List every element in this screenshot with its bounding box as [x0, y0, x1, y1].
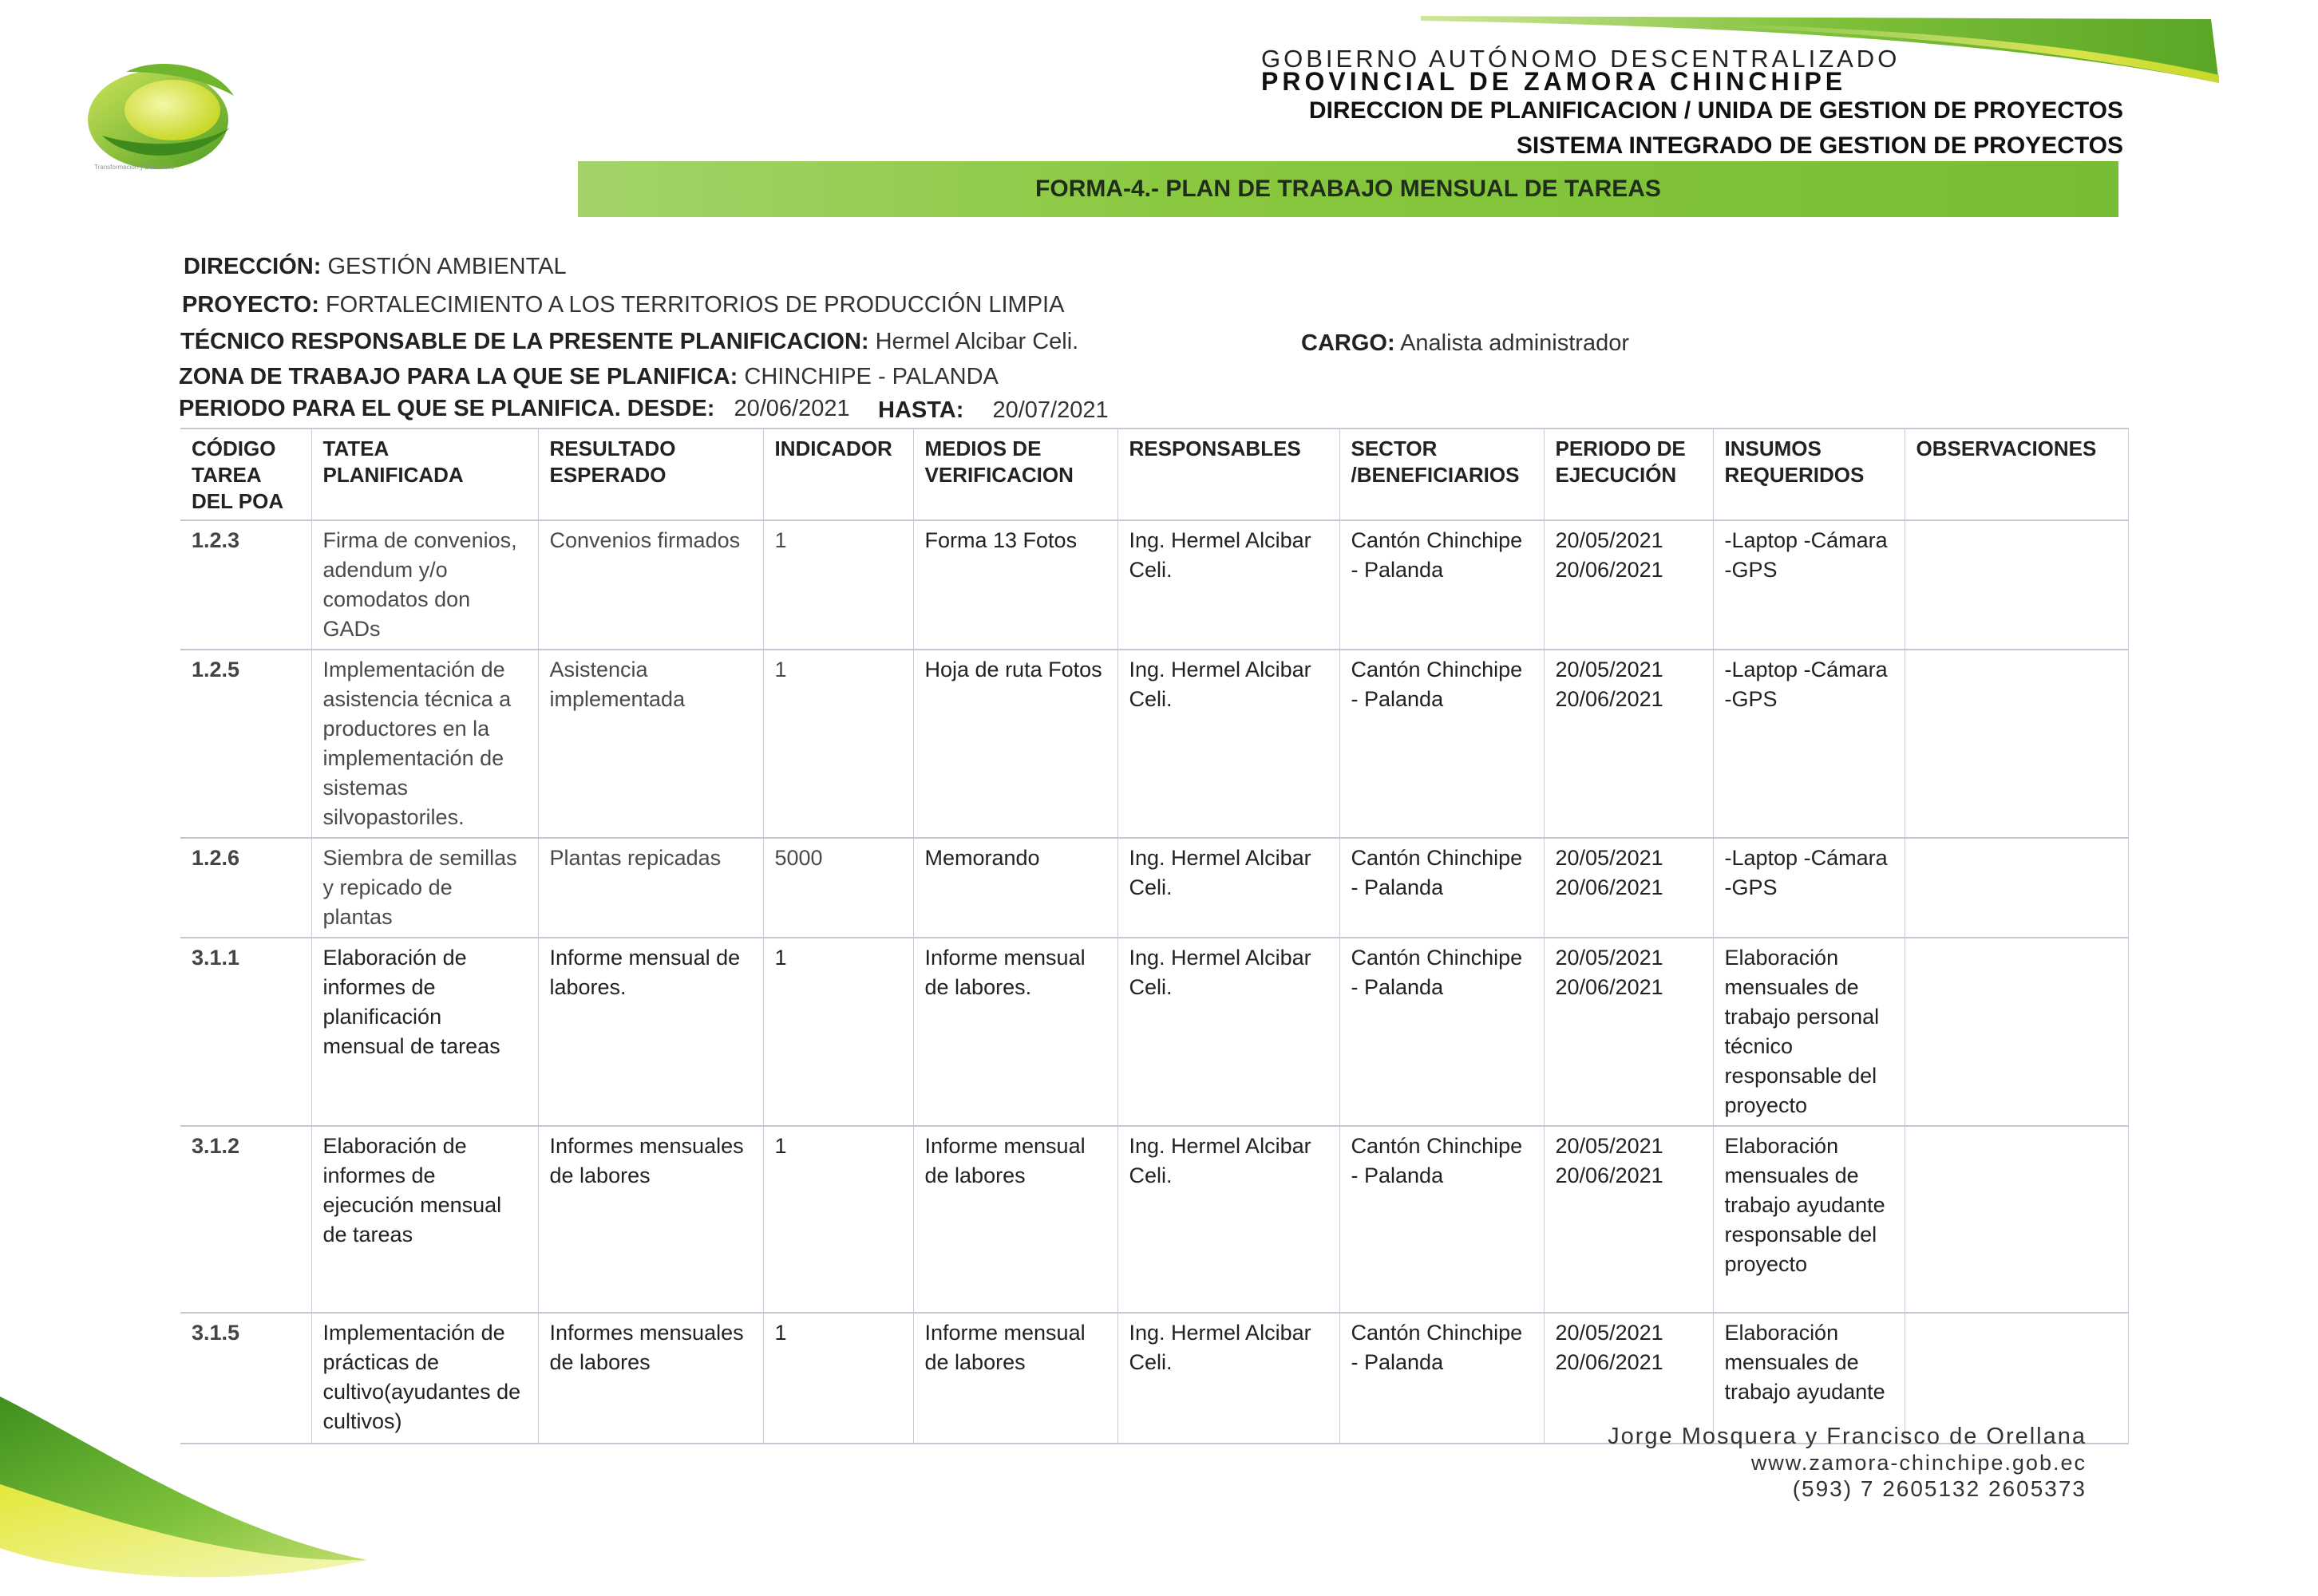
col-header-periodo: PERIODO DE EJECUCIÓN [1544, 429, 1713, 520]
bottom-green-swoosh [0, 1389, 367, 1596]
cargo-label: CARGO: [1301, 330, 1395, 356]
cell-sector: Cantón Chinchipe - Palanda [1339, 650, 1544, 838]
cell-codigo: 1.2.3 [180, 520, 311, 650]
table-row [180, 938, 2128, 1126]
direccion-label: DIRECCIÓN: [184, 254, 322, 279]
cell-responsables: Ing. Hermel Alcibar Celi. [1117, 650, 1339, 838]
cell-tarea: Elaboración de informes de planificación mensual de tareas [311, 938, 538, 1126]
department-line: DIRECCION DE PLANIFICACION / UNIDA DE GESTION DE PROYECTOS [1308, 97, 2123, 124]
cell-indicador: 1 [763, 650, 913, 838]
cell-resultado: Asistencia implementada [538, 650, 763, 838]
cell-medios: Informe mensual de labores [913, 1126, 1117, 1313]
cell-observaciones [1905, 938, 2128, 1126]
cell-insumos: -Laptop -Cámara -GPS [1713, 838, 1905, 938]
col-header-codigo: CÓDIGO TAREA DEL POA [180, 429, 311, 520]
cell-periodo: 20/05/2021 20/06/2021 [1544, 520, 1713, 650]
cell-codigo: 3.1.2 [180, 1126, 311, 1313]
tecnico-value: Hermel Alcibar Celi. [875, 329, 1079, 354]
cargo-value: Analista administrador [1400, 330, 1629, 356]
cell-insumos: Elaboración mensuales de trabajo ayudante responsable del proyecto [1713, 1126, 1905, 1313]
cell-indicador: 1 [763, 520, 913, 650]
cell-tarea: Implementación de prácticas de cultivo(ayudantes de cultivos) [311, 1313, 538, 1444]
cell-indicador: 1 [763, 1313, 913, 1444]
cell-insumos: -Laptop -Cámara -GPS [1713, 520, 1905, 650]
desde-value: 20/06/2021 [734, 396, 850, 421]
cell-tarea: Firma de convenios, adendum y/o comodatos don GADs [311, 520, 538, 650]
cell-tarea: Implementación de asistencia técnica a productores en la implementación de sistemas silvopastoriles. [311, 650, 538, 838]
periodo-label: PERIODO PARA EL QUE SE PLANIFICA. DESDE: [179, 396, 715, 421]
cell-medios: Informe mensual de labores. [913, 938, 1117, 1126]
table-row [180, 520, 2128, 650]
cell-observaciones [1905, 650, 2128, 838]
col-header-observaciones: OBSERVACIONES [1905, 429, 2128, 520]
direccion-line [184, 254, 567, 280]
org-name-line2: PROVINCIAL DE ZAMORA CHINCHIPE [1261, 67, 1847, 96]
work-plan-table [180, 428, 2129, 1444]
zona-value: CHINCHIPE - PALANDA [744, 364, 999, 389]
cell-observaciones [1905, 1126, 2128, 1313]
cell-responsables: Ing. Hermel Alcibar Celi. [1117, 938, 1339, 1126]
tecnico-label: TÉCNICO RESPONSABLE DE LA PRESENTE PLANIFICACION: [180, 329, 869, 354]
footer-website: www.zamora-chinchipe.gob.ec [1750, 1451, 2087, 1475]
cell-observaciones [1905, 838, 2128, 938]
proyecto-line [182, 292, 1064, 318]
cell-medios: Forma 13 Fotos [913, 520, 1117, 650]
cell-sector: Cantón Chinchipe - Palanda [1339, 1313, 1544, 1444]
cell-sector: Cantón Chinchipe - Palanda [1339, 1126, 1544, 1313]
org-name-line1: GOBIERNO AUTÓNOMO DESCENTRALIZADO [1261, 45, 1901, 73]
col-header-sector: SECTOR /BENEFICIARIOS [1339, 429, 1544, 520]
cell-periodo: 20/05/2021 20/06/2021 [1544, 938, 1713, 1126]
cell-responsables: Ing. Hermel Alcibar Celi. [1117, 838, 1339, 938]
footer-address: Jorge Mosquera y Francisco de Orellana [1608, 1424, 2087, 1449]
cell-insumos: Elaboración mensuales de trabajo personal técnico responsable del proyecto [1713, 938, 1905, 1126]
cell-periodo: 20/05/2021 20/06/2021 [1544, 1313, 1713, 1444]
col-header-resultado: RESULTADO ESPERADO [538, 429, 763, 520]
col-header-indicador: INDICADOR [763, 429, 913, 520]
cell-medios: Informe mensual de labores [913, 1313, 1117, 1444]
cell-resultado: Informes mensuales de labores [538, 1313, 763, 1444]
cell-resultado: Plantas repicadas [538, 838, 763, 938]
cell-codigo: 3.1.1 [180, 938, 311, 1126]
tecnico-line [180, 329, 1078, 355]
cell-insumos: Elaboración mensuales de trabajo ayudante [1713, 1313, 1905, 1444]
col-header-tarea: TATEA PLANIFICADA [311, 429, 538, 520]
cell-tarea: Elaboración de informes de ejecución mensual de tareas [311, 1126, 538, 1313]
cell-resultado: Convenios firmados [538, 520, 763, 650]
cell-sector: Cantón Chinchipe - Palanda [1339, 938, 1544, 1126]
proyecto-value: FORTALECIMIENTO A LOS TERRITORIOS DE PRODUCCIÓN LIMPIA [325, 292, 1065, 318]
cell-indicador: 5000 [763, 838, 913, 938]
cell-periodo: 20/05/2021 20/06/2021 [1544, 838, 1713, 938]
cell-tarea: Siembra de semillas y repicado de plantas [311, 838, 538, 938]
col-header-medios: MEDIOS DE VERIFICACION [913, 429, 1117, 520]
footer-phone: (593) 7 2605132 2605373 [1792, 1476, 2087, 1501]
cargo-line [1301, 330, 1629, 357]
table-header-row [180, 429, 2128, 520]
table-row [180, 650, 2128, 838]
zona-line [179, 364, 999, 390]
cell-indicador: 1 [763, 938, 913, 1126]
cell-observaciones [1905, 520, 2128, 650]
cell-medios: Memorando [913, 838, 1117, 938]
cell-responsables: Ing. Hermel Alcibar Celi. [1117, 520, 1339, 650]
cell-responsables: Ing. Hermel Alcibar Celi. [1117, 1126, 1339, 1313]
hasta-label: HASTA: [878, 397, 964, 423]
direccion-value: GESTIÓN AMBIENTAL [327, 254, 567, 279]
cell-indicador: 1 [763, 1126, 913, 1313]
cell-resultado: Informes mensuales de labores [538, 1126, 763, 1313]
cell-resultado: Informe mensual de labores. [538, 938, 763, 1126]
system-line: SISTEMA INTEGRADO DE GESTION DE PROYECTOS [1516, 132, 2123, 159]
cell-codigo: 1.2.5 [180, 650, 311, 838]
cell-periodo: 20/05/2021 20/06/2021 [1544, 650, 1713, 838]
cell-sector: Cantón Chinchipe - Palanda [1339, 520, 1544, 650]
hasta-line [878, 397, 1109, 424]
table-row [180, 838, 2128, 938]
hasta-value: 20/07/2021 [992, 397, 1109, 423]
table-row [180, 1126, 2128, 1313]
cell-medios: Hoja de ruta Fotos [913, 650, 1117, 838]
logo-caption: Transformación y Desarrollo [94, 164, 175, 171]
col-header-insumos: INSUMOS REQUERIDOS [1713, 429, 1905, 520]
cell-codigo: 1.2.6 [180, 838, 311, 938]
cell-insumos: -Laptop -Cámara -GPS [1713, 650, 1905, 838]
periodo-line [179, 396, 850, 422]
zona-label: ZONA DE TRABAJO PARA LA QUE SE PLANIFICA: [179, 364, 738, 389]
cell-codigo: 3.1.5 [180, 1313, 311, 1444]
cell-periodo: 20/05/2021 20/06/2021 [1544, 1126, 1713, 1313]
cell-sector: Cantón Chinchipe - Palanda [1339, 838, 1544, 938]
proyecto-label: PROYECTO: [182, 292, 319, 318]
cell-responsables: Ing. Hermel Alcibar Celi. [1117, 1313, 1339, 1444]
form-title: FORMA-4.- PLAN DE TRABAJO MENSUAL DE TAREAS [1035, 176, 1661, 202]
col-header-responsables: RESPONSABLES [1117, 429, 1339, 520]
